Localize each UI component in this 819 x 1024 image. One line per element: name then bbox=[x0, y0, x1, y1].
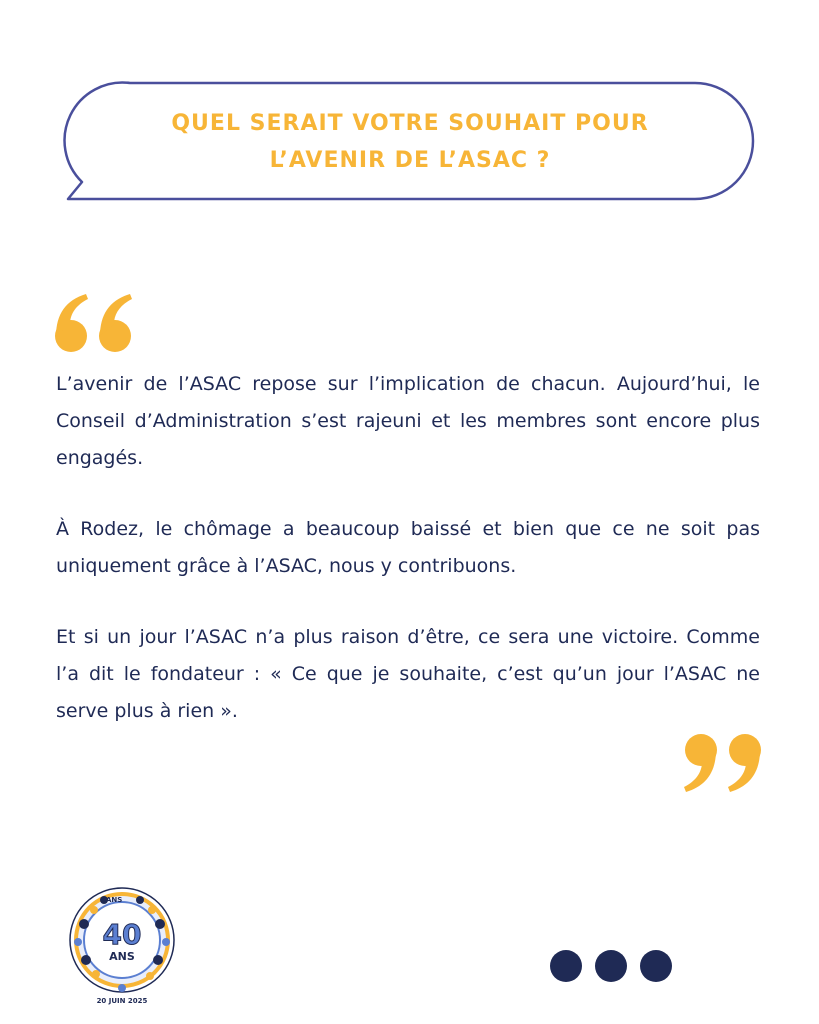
closing-quote-icon bbox=[682, 732, 762, 794]
dot bbox=[640, 950, 672, 982]
opening-quote-icon bbox=[54, 292, 134, 354]
question-title bbox=[80, 78, 740, 206]
quote-paragraph-1: L’avenir de l’ASAC repose sur l’implication de chacun. Aujourd’hui, le Conseil d’Administration s’est rajeuni et les membres sont encore plus engagés. bbox=[56, 373, 760, 469]
logo-date: 20 JUIN 2025 bbox=[96, 997, 148, 1005]
logo-number: 40 bbox=[102, 918, 142, 951]
quote-paragraph-3: Et si un jour l’ASAC n’a plus raison d’être, ce sera une victoire. Comme l’a dit le fondateur : « Ce que je souhaite, c’est qu’un jour l’ASAC ne serve plus à rien ». bbox=[56, 626, 760, 722]
logo-top-label: ANS bbox=[106, 896, 123, 904]
question-line-1: QUEL SERAIT VOTRE SOUHAIT POUR bbox=[171, 111, 649, 136]
dot bbox=[595, 950, 627, 982]
more-dots-icon bbox=[550, 950, 672, 982]
asac-40-ans-logo bbox=[66, 884, 178, 1008]
quote-body bbox=[56, 366, 760, 764]
question-bubble bbox=[60, 78, 760, 206]
dot bbox=[550, 950, 582, 982]
logo-label: ANS bbox=[109, 950, 135, 963]
question-line-2: L’AVENIR DE L’ASAC ? bbox=[269, 148, 551, 173]
quote-paragraph-2: À Rodez, le chômage a beaucoup baissé et bien que ce ne soit pas uniquement grâce à l’ASAC, nous y contribuons. bbox=[56, 518, 760, 577]
